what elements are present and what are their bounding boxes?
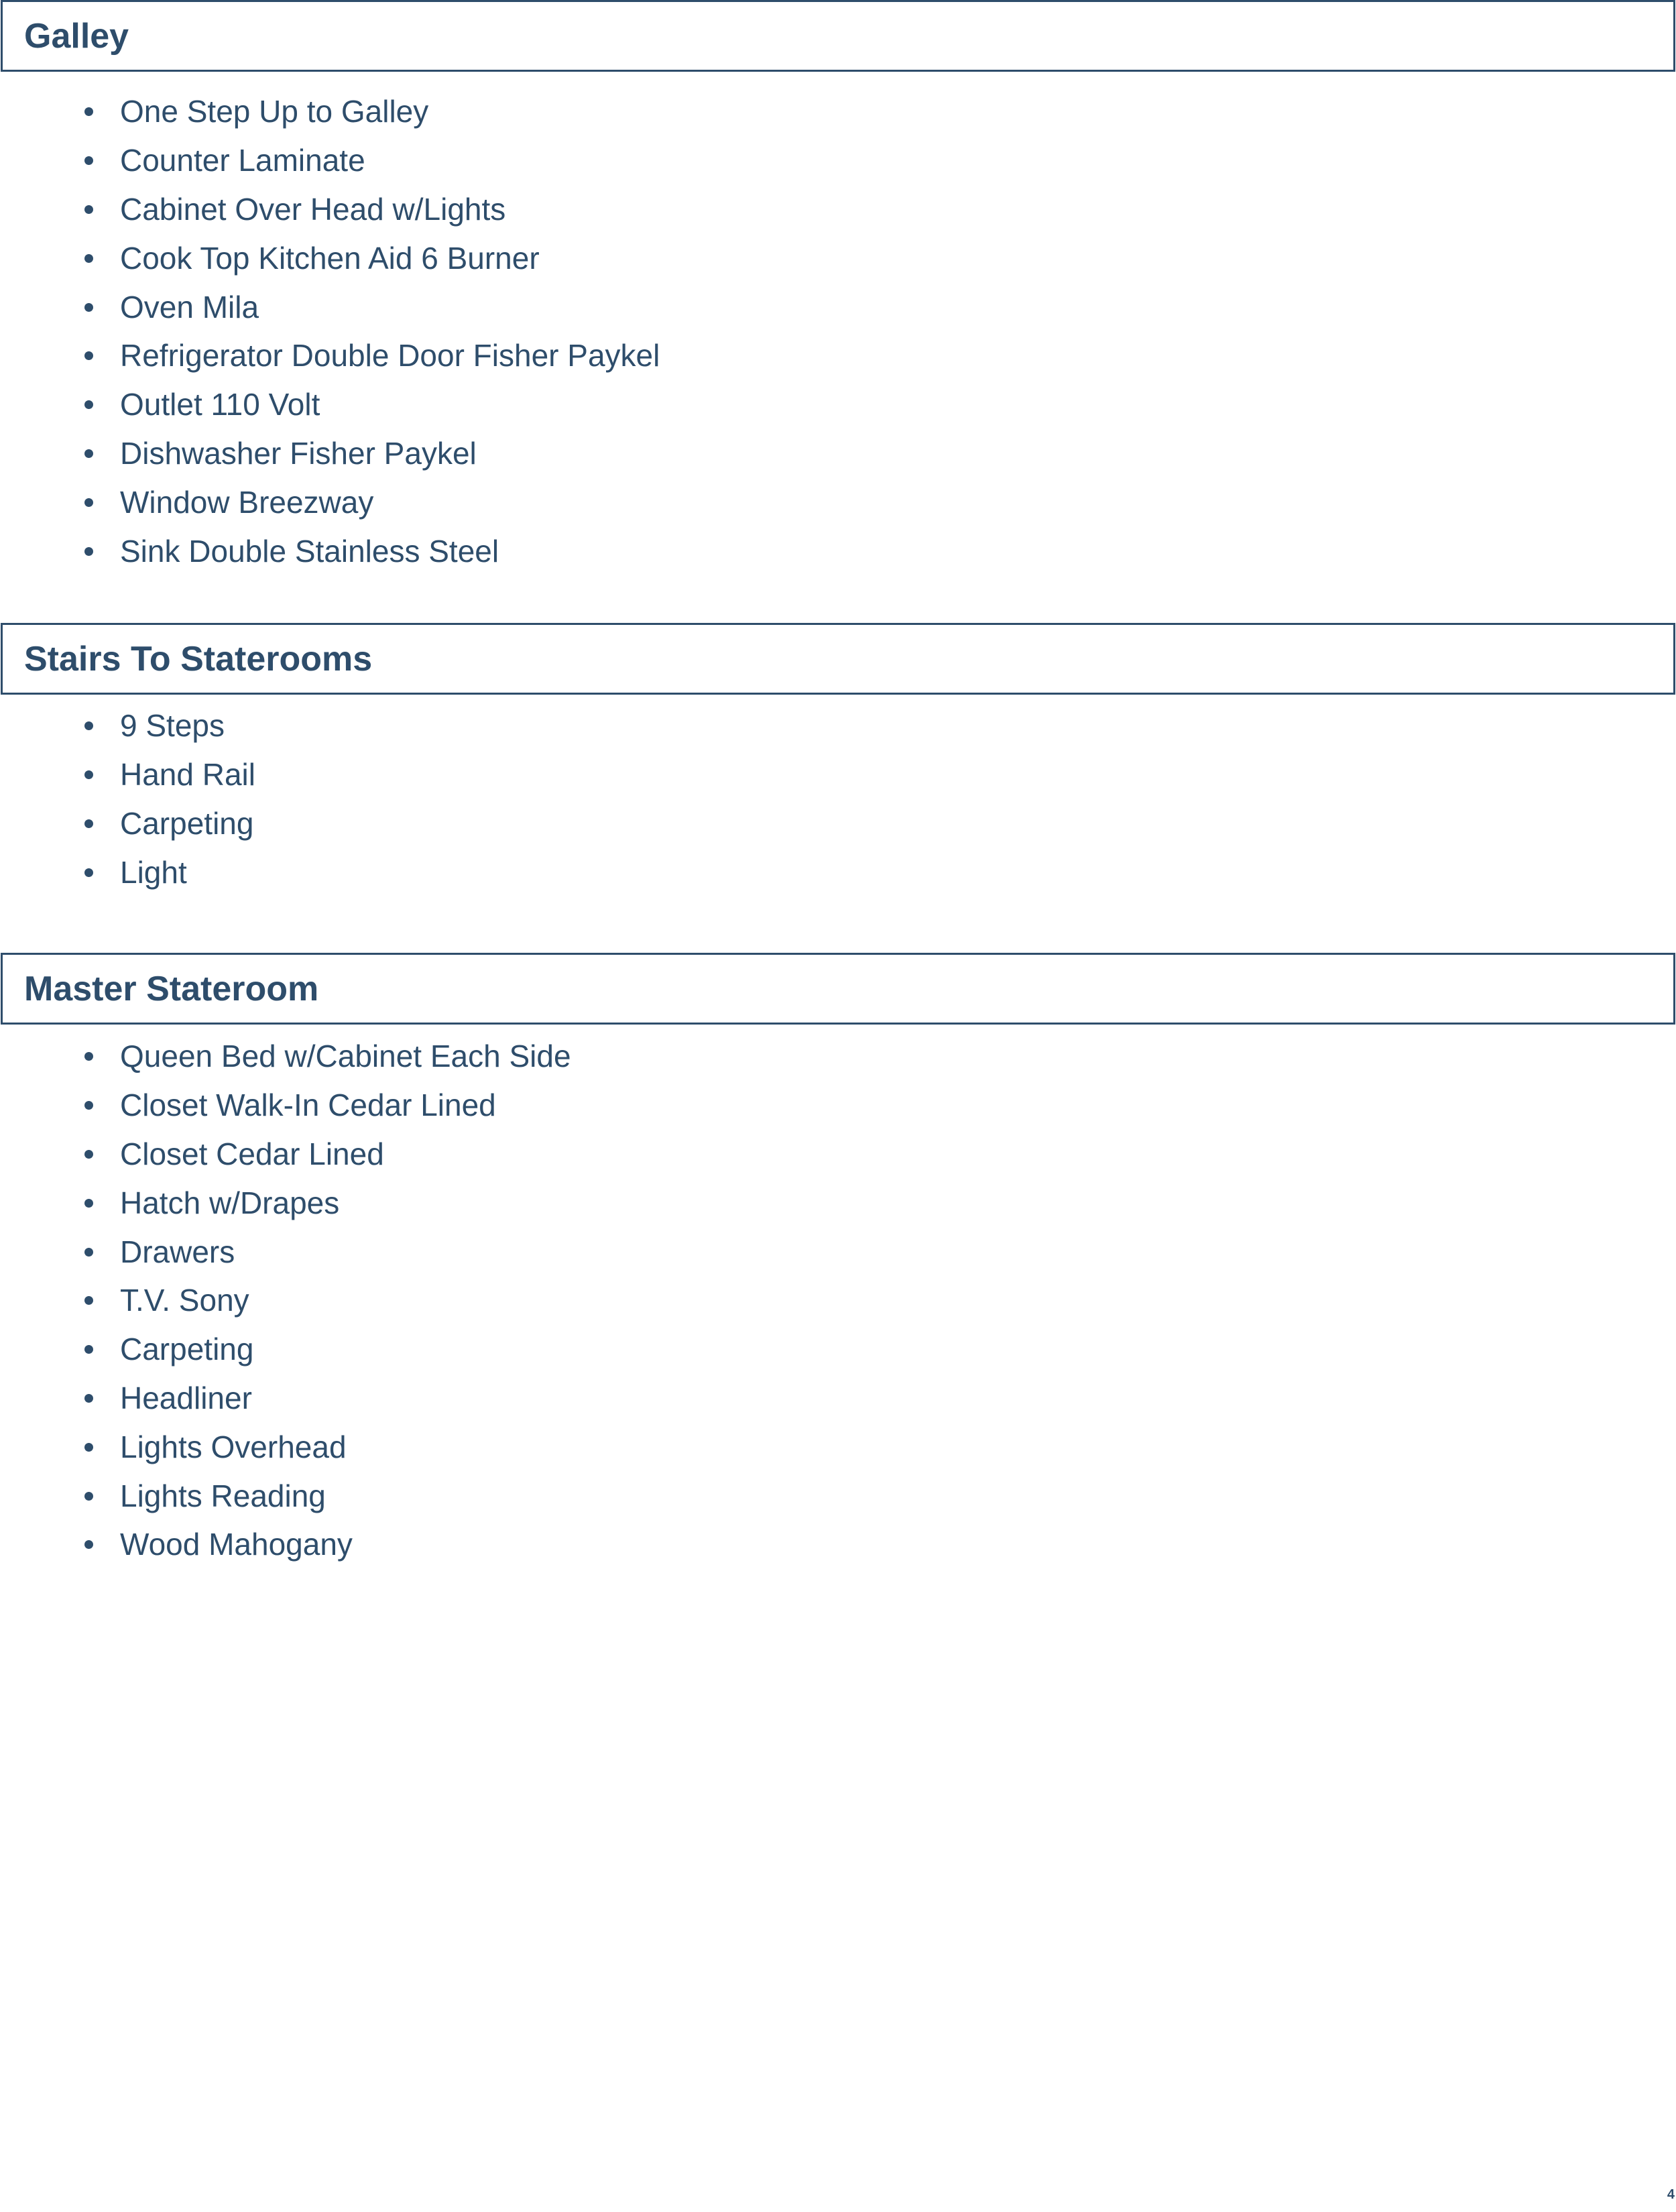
list-item [0, 1178, 1676, 1227]
galley-list [0, 87, 1676, 575]
galley-header [1, 0, 1675, 72]
list-item-text: Carpeting [120, 805, 254, 841]
list-item [0, 1422, 1676, 1471]
page-number: 4 [1667, 2187, 1675, 2202]
master-title: Master Stateroom [24, 969, 319, 1008]
bullet-icon [84, 547, 93, 556]
list-item-text: T.V. Sony [120, 1283, 249, 1318]
list-item-text: Light [120, 854, 187, 890]
list-item-text: Dishwasher Fisher Paykel [120, 435, 477, 471]
bullet-icon [84, 1394, 93, 1403]
list-item-text: Cabinet Over Head w/Lights [120, 191, 506, 227]
list-item-text: Drawers [120, 1234, 235, 1269]
list-item [0, 1227, 1676, 1276]
list-item [0, 380, 1676, 429]
list-item-text: Window Breezway [120, 484, 374, 520]
bullet-icon [84, 107, 93, 116]
list-item-text: Queen Bed w/Cabinet Each Side [120, 1039, 571, 1074]
list-item-text: Hand Rail [120, 757, 255, 793]
bullet-icon [84, 1540, 93, 1549]
master-header [1, 953, 1675, 1025]
list-item-text: Wood Mahogany [120, 1527, 353, 1562]
list-item [0, 1471, 1676, 1520]
bullet-icon [84, 721, 93, 730]
bullet-icon [84, 1443, 93, 1452]
list-item [0, 848, 1676, 896]
list-item [0, 526, 1676, 575]
stairs-title: Stairs To Staterooms [24, 639, 373, 679]
list-item-text: Headliner [120, 1380, 252, 1415]
list-item [0, 87, 1676, 136]
bullet-icon [84, 156, 93, 165]
bullet-icon [84, 498, 93, 507]
list-item-text: Cook Top Kitchen Aid 6 Burner [120, 240, 540, 276]
bullet-icon [84, 770, 93, 779]
bullet-icon [84, 1150, 93, 1159]
list-item [0, 1276, 1676, 1325]
list-item-text: Refrigerator Double Door Fisher Paykel [120, 338, 660, 373]
bullet-icon [84, 400, 93, 409]
list-item [0, 701, 1676, 750]
bullet-icon [84, 1248, 93, 1257]
master-list [0, 1032, 1676, 1569]
list-item [0, 331, 1676, 380]
list-item-text: Carpeting [120, 1332, 254, 1367]
list-item-text: 9 Steps [120, 708, 225, 744]
bullet-icon [84, 1492, 93, 1501]
list-item [0, 750, 1676, 799]
bullet-icon [84, 1199, 93, 1208]
list-item-text: Outlet 110 Volt [120, 387, 320, 422]
list-item [0, 233, 1676, 282]
bullet-icon [84, 1296, 93, 1305]
galley-title: Galley [24, 16, 129, 56]
list-item [0, 429, 1676, 478]
list-item-text: Closet Walk-In Cedar Lined [120, 1088, 496, 1123]
bullet-icon [84, 868, 93, 877]
list-item [0, 1130, 1676, 1179]
bullet-icon [84, 449, 93, 458]
bullet-icon [84, 254, 93, 263]
list-item [0, 282, 1676, 331]
list-item-text: One Step Up to Galley [120, 94, 429, 129]
bullet-icon [84, 1345, 93, 1354]
list-item [0, 1032, 1676, 1081]
stairs-section [0, 623, 1676, 896]
galley-section [0, 0, 1676, 575]
list-item-text: Counter Laminate [120, 143, 365, 178]
list-item [0, 799, 1676, 848]
bullet-icon [84, 1052, 93, 1061]
bullet-icon [84, 303, 93, 312]
list-item-text: Lights Reading [120, 1478, 326, 1513]
list-item [0, 477, 1676, 526]
list-item-text: Closet Cedar Lined [120, 1136, 384, 1171]
list-item-text: Oven Mila [120, 289, 259, 325]
stairs-list [0, 701, 1676, 896]
list-item-text: Hatch w/Drapes [120, 1185, 340, 1220]
bullet-icon [84, 205, 93, 214]
bullet-icon [84, 1101, 93, 1110]
bullet-icon [84, 819, 93, 828]
list-item-text: Lights Overhead [120, 1429, 347, 1464]
list-item [0, 185, 1676, 234]
stairs-header [1, 623, 1675, 695]
list-item [0, 1081, 1676, 1130]
list-item [0, 136, 1676, 185]
master-section [0, 953, 1676, 1569]
list-item [0, 1325, 1676, 1374]
bullet-icon [84, 351, 93, 360]
list-item-text: Sink Double Stainless Steel [120, 533, 499, 569]
list-item [0, 1520, 1676, 1569]
list-item [0, 1374, 1676, 1423]
